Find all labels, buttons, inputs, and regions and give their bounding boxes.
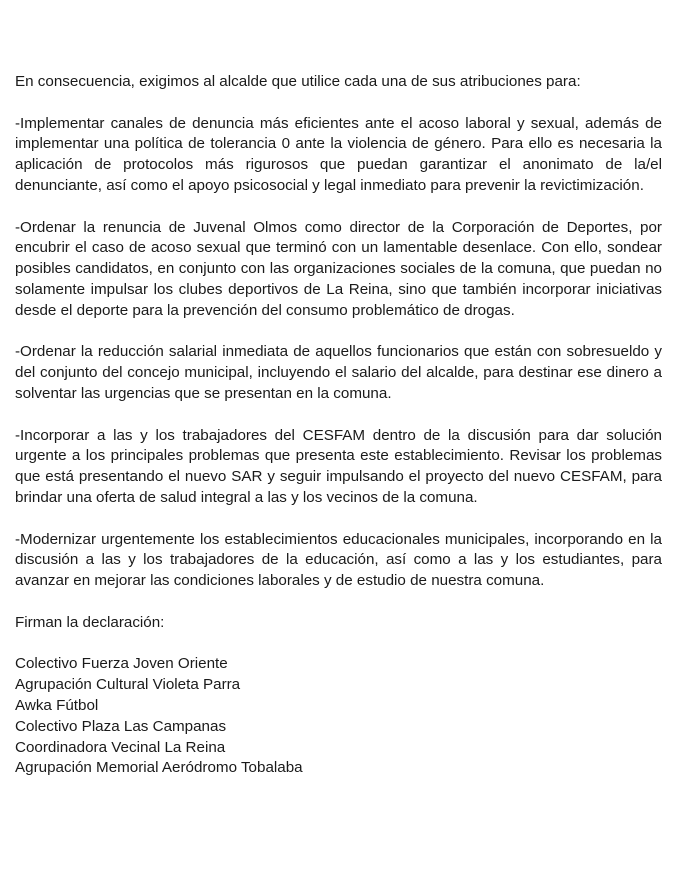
signatory-item: Agrupación Memorial Aeródromo Tobalaba xyxy=(15,759,303,777)
signatory-item: Agrupación Cultural Violeta Parra xyxy=(15,676,241,694)
signatory-item: Colectivo Plaza Las Campanas xyxy=(15,717,227,735)
document-page xyxy=(15,72,662,779)
demand-paragraph-1: -Implementar canales de denuncia más eficientes ante el acoso laboral y sexual, además de implementar una política de tolerancia 0 ante la violencia de género. Para ello es necesaria la aplicación de protocolos más rigurosos que puedan garantizar el anonimato de la/el denunciante, así como el apoyo psicosocial y legal inmediato para prevenir la revictimización. xyxy=(15,114,662,194)
signature-heading: Firman la declaración: xyxy=(15,613,165,631)
demand-paragraph-4: -Incorporar a las y los trabajadores del CESFAM dentro de la discusión para dar solución urgente a los principales problemas que presenta este establecimiento. Revisar los problemas que está presentando el nuevo SAR y seguir impulsando el proyecto del nuevo CESFAM, para brindar una oferta de salud integral a las y los vecinos de la comuna. xyxy=(15,426,662,506)
signatory-item: Coordinadora Vecinal La Reina xyxy=(15,738,226,756)
demand-paragraph-5: -Modernizar urgentemente los establecimientos educacionales municipales, incorporando en la discusión a las y los trabajadores de la educación, así como a las y los estudiantes, para avanzar en mejorar las condiciones laborales y de estudio de nuestra comuna. xyxy=(15,530,662,590)
demand-paragraph-2: -Ordenar la renuncia de Juvenal Olmos como director de la Corporación de Deportes, por encubrir el caso de acoso sexual que terminó con un lamentable desenlace. Con ello, sondear posibles candidatos, en conjunto con las organizaciones sociales de la comuna, que puedan no solamente impulsar los clubes deportivos de La Reina, sino que también incorporar iniciativas desde el deporte para la prevención del consumo problemático de drogas. xyxy=(15,218,662,319)
signatory-item: Colectivo Fuerza Joven Oriente xyxy=(15,655,228,673)
intro-paragraph: En consecuencia, exigimos al alcalde que utilice cada una de sus atribuciones para: xyxy=(15,73,581,90)
demand-paragraph-3: -Ordenar la reducción salarial inmediata de aquellos funcionarios que están con sobresueldo y del conjunto del concejo municipal, incluyendo el salario del alcalde, para destinar ese dinero a solventar las urgencias que se presentan en la comuna. xyxy=(15,343,662,402)
signatories-list xyxy=(15,654,662,779)
signatory-item: Awka Fútbol xyxy=(15,696,99,714)
